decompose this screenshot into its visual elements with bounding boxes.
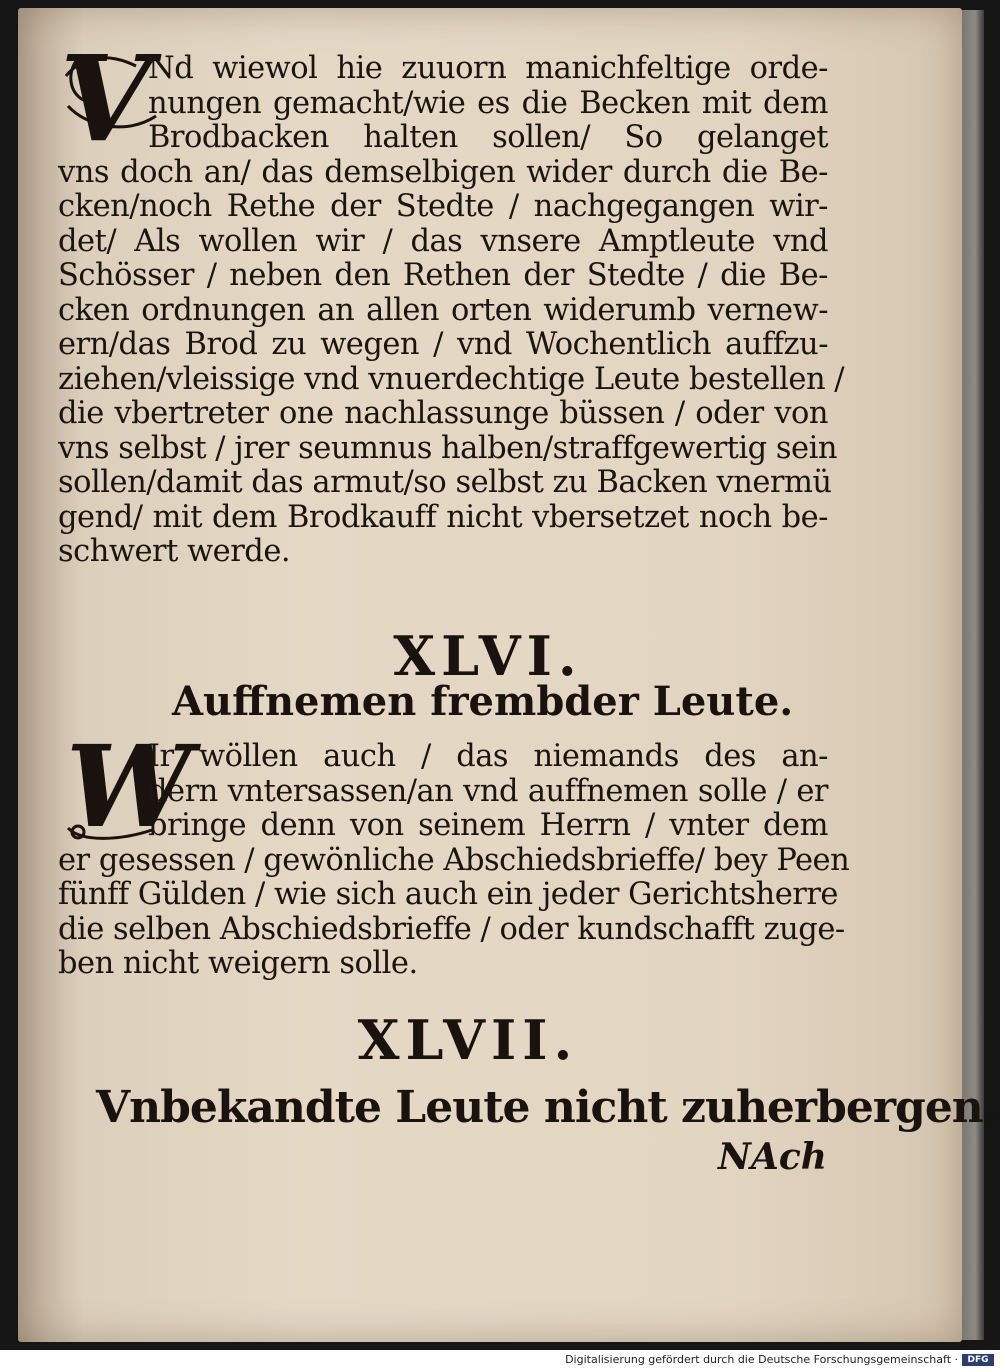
text-line: vns selbst / jrer seumnus halben/straffgewertig sein <box>58 430 838 466</box>
text-line: die vbertreter one nachlassunge büssen / oder von <box>58 396 828 431</box>
text-line: er gesessen / gewönliche Abschiedsbrieffe/ bey Peen <box>58 842 850 878</box>
text-line: ben nicht weigern solle. <box>58 946 418 981</box>
ordinance-paragraph-2 <box>58 739 850 982</box>
funding-notice: Digitalisierung gefördert durch die Deutsche Forschungsgemeinschaft · <box>565 1353 958 1366</box>
digitization-footer <box>0 1350 1000 1370</box>
section-number-46: XLVI. <box>393 624 583 688</box>
section-title-46: Auffnemen frembder Leute. <box>172 678 794 725</box>
text-line: dern vntersassen/an vnd auffnemen solle / er <box>148 773 828 809</box>
page-edge-shadow <box>962 10 984 1340</box>
section-number-47: XLVII. <box>357 1008 579 1072</box>
text-line: bringe denn von seinem Herrn / vnter dem <box>148 808 828 843</box>
text-line: Schösser / neben den Rethen der Stedte / die Be- <box>58 258 828 293</box>
text-line: Ir wöllen auch / das niemands des an- <box>148 739 828 774</box>
decorated-initial-v: V <box>60 29 152 168</box>
text-line: cken/noch Rethe der Stedte / nachgegangen wir- <box>58 189 828 224</box>
text-line: die selben Abschiedsbrieffe / oder kundschafft zuge- <box>58 911 845 947</box>
catchword: NAch <box>718 1136 827 1178</box>
ordinance-paragraph-1 <box>58 51 845 570</box>
text-line: ern/das Brod zu wegen / vnd Wochentlich auffzu- <box>58 327 828 362</box>
text-line: vns doch an/ das demselbigen wider durch die Be- <box>58 154 828 190</box>
decorated-initial-w: W <box>66 722 192 853</box>
text-line: Brodbacken halten sollen/ So gelanget <box>148 120 828 155</box>
dfg-logo-icon: DFG <box>962 1354 994 1366</box>
text-line: nungen gemacht/wie es die Becken mit dem <box>148 85 828 121</box>
text-line: ziehen/vleissige vnd vnuerdechtige Leute bestellen / <box>58 361 845 397</box>
text-line: schwert werde. <box>58 534 291 569</box>
text-line: gend/ mit dem Brodkauff nicht vbersetzet noch be- <box>58 499 828 535</box>
text-line: fünff Gülden / wie sich auch ein jeder Gerichtsherre <box>58 877 838 912</box>
text-line: det/ Als wollen wir / das vnsere Amptleute vnd <box>58 223 828 259</box>
text-line: cken ordnungen an allen orten widerumb vernew- <box>58 292 828 328</box>
text-line: sollen/damit das armut/so selbst zu Backen vnermü <box>58 465 832 500</box>
section-title-47: Vnbekandte Leute nicht zuherbergen. <box>96 1082 998 1133</box>
text-line: Nd wiewol hie zuuorn manichfeltige orde- <box>148 51 828 86</box>
